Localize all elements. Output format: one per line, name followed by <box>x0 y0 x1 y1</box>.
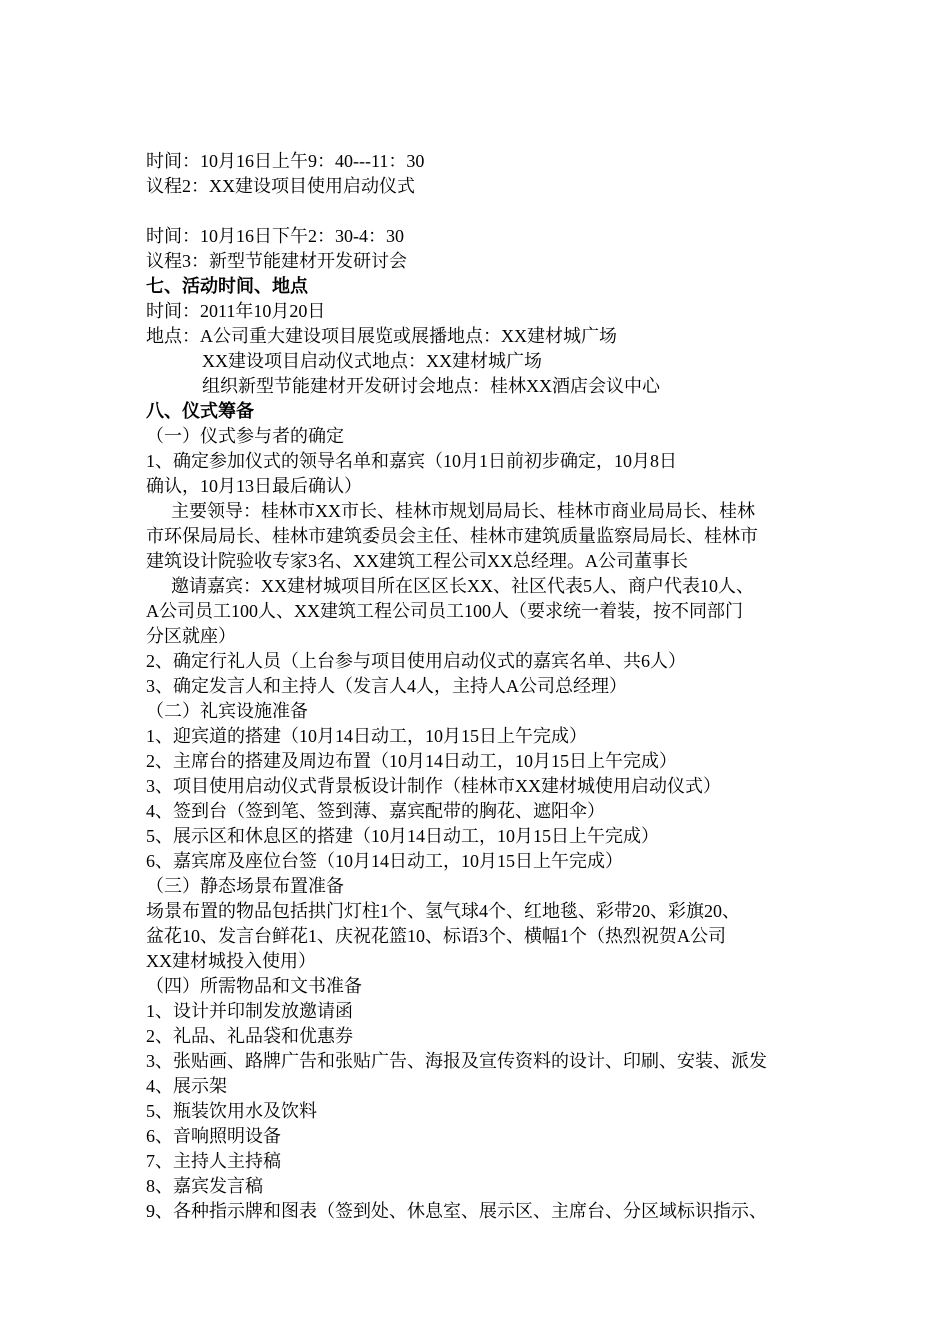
text-line: 邀请嘉宾：XX建材城项目所在区区长XX、社区代表5人、商户代表10人、 <box>171 576 754 596</box>
text-line: 议程3：新型节能建材开发研讨会 <box>146 251 407 271</box>
text-line: XX建材城投入使用） <box>146 951 316 971</box>
text-line: 9、各种指示牌和图表（签到处、休息室、展示区、主席台、分区域标识指示、 <box>146 1201 767 1221</box>
text-line: 2、确定行礼人员（上台参与项目使用启动仪式的嘉宾名单、共6人） <box>146 651 686 671</box>
section-heading: 七、活动时间、地点 <box>146 276 308 296</box>
text-line: 时间：2011年10月20日 <box>146 301 326 321</box>
text-line: 3、确定发言人和主持人（发言人4人，主持人A公司总经理） <box>146 676 627 696</box>
text-line: 盆花10、发言台鲜花1、庆祝花篮10、标语3个、横幅1个（热烈祝贺A公司 <box>146 926 726 946</box>
text-line: 组织新型节能建材开发研讨会地点：桂林XX酒店会议中心 <box>202 376 660 396</box>
text-line: 6、嘉宾席及座位台签（10月14日动工，10月15日上午完成） <box>146 851 623 871</box>
text-line: 时间：10月16日上午9：40---11：30 <box>146 151 425 171</box>
text-line: 5、展示区和休息区的搭建（10月14日动工，10月15日上午完成） <box>146 826 659 846</box>
subsection-heading: （二）礼宾设施准备 <box>146 701 308 721</box>
text-line: 2、礼品、礼品袋和优惠券 <box>146 1026 353 1046</box>
text-line: 3、项目使用启动仪式背景板设计制作（桂林市XX建材城使用启动仪式） <box>146 776 721 796</box>
subsection-heading: （一）仪式参与者的确定 <box>146 426 344 446</box>
text-line: 8、嘉宾发言稿 <box>146 1176 263 1196</box>
text-line: XX建设项目启动仪式地点：XX建材城广场 <box>202 351 542 371</box>
text-line: 时间：10月16日下午2：30-4：30 <box>146 226 404 246</box>
text-line: 2、主席台的搭建及周边布置（10月14日动工，10月15日上午完成） <box>146 751 677 771</box>
text-line: 1、确定参加仪式的领导名单和嘉宾（10月1日前初步确定，10月8日 <box>146 451 677 471</box>
text-line: 主要领导：桂林市XX市长、桂林市规划局局长、桂林市商业局局长、桂林 <box>171 501 755 521</box>
text-line: 3、张贴画、路牌广告和张贴广告、海报及宣传资料的设计、印刷、安装、派发 <box>146 1051 767 1071</box>
text-line: 4、签到台（签到笔、签到薄、嘉宾配带的胸花、遮阳伞） <box>146 801 605 821</box>
text-line: 确认，10月13日最后确认） <box>146 476 362 496</box>
text-line: A公司员工100人、XX建筑工程公司员工100人（要求统一着装，按不同部门 <box>146 601 743 621</box>
text-line: 地点：A公司重大建设项目展览或展播地点：XX建材城广场 <box>146 326 617 346</box>
subsection-heading: （三）静态场景布置准备 <box>146 876 344 896</box>
text-line: 建筑设计院验收专家3名、XX建筑工程公司XX总经理。A公司董事长 <box>146 551 688 571</box>
text-line: 议程2：XX建设项目使用启动仪式 <box>146 176 415 196</box>
text-line: 6、音响照明设备 <box>146 1126 281 1146</box>
text-line: 市环保局局长、桂林市建筑委员会主任、桂林市建筑质量监察局局长、桂林市 <box>146 526 758 546</box>
text-line: 4、展示架 <box>146 1076 227 1096</box>
section-heading: 八、仪式筹备 <box>146 401 254 421</box>
subsection-heading: （四）所需物品和文书准备 <box>146 976 362 996</box>
text-line: 7、主持人主持稿 <box>146 1151 281 1171</box>
text-line: 5、瓶装饮用水及饮料 <box>146 1101 317 1121</box>
text-line: 分区就座） <box>146 626 236 646</box>
text-line: 1、设计并印制发放邀请函 <box>146 1001 353 1021</box>
text-line: 场景布置的物品包括拱门灯柱1个、氢气球4个、红地毯、彩带20、彩旗20、 <box>146 901 740 921</box>
text-line: 1、迎宾道的搭建（10月14日动工，10月15日上午完成） <box>146 726 587 746</box>
